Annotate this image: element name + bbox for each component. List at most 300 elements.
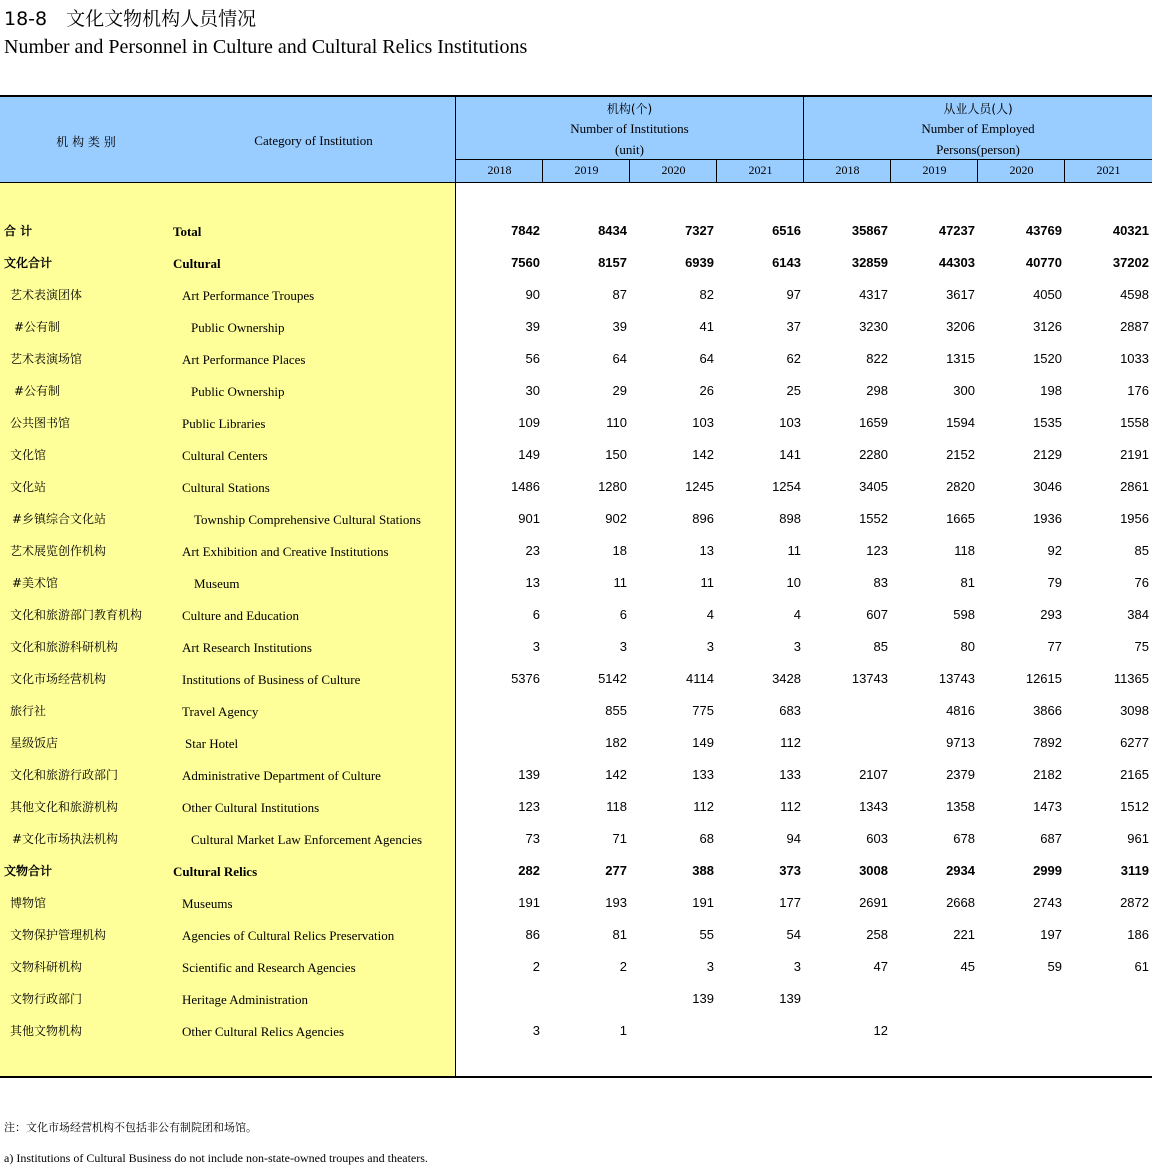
value-cell: 61 xyxy=(1134,959,1149,974)
value-cell: 1936 xyxy=(1033,511,1062,526)
row-label-cn: 文物保护管理机构 xyxy=(10,928,107,942)
value-cell: 1254 xyxy=(772,479,801,494)
value-cell: 388 xyxy=(692,863,714,878)
value-cell: 2999 xyxy=(1033,863,1062,878)
table-row xyxy=(0,663,1152,695)
value-cell: 10 xyxy=(786,575,801,590)
value-cell: 39 xyxy=(525,319,540,334)
value-cell: 384 xyxy=(1127,607,1149,622)
row-label-en: Scientific and Research Agencies xyxy=(182,960,356,975)
table-row xyxy=(0,439,1152,471)
value-cell: 85 xyxy=(873,639,888,654)
value-cell: 7327 xyxy=(685,223,714,238)
value-cell: 40321 xyxy=(1112,223,1149,238)
value-cell: 77 xyxy=(1047,639,1062,654)
value-cell: 603 xyxy=(866,831,888,846)
value-cell: 221 xyxy=(953,927,975,942)
value-cell: 2129 xyxy=(1033,447,1062,462)
row-label-en: Public Ownership xyxy=(191,384,285,399)
row-label-cn: 合 计 xyxy=(4,224,33,238)
value-cell: 12 xyxy=(873,1023,888,1038)
value-cell: 3 xyxy=(793,639,801,654)
value-cell: 1315 xyxy=(946,351,975,366)
value-cell: 118 xyxy=(606,799,627,814)
value-cell: 29 xyxy=(612,383,627,398)
row-label-cn: 博物馆 xyxy=(10,896,47,910)
value-cell: 258 xyxy=(866,927,888,942)
statistics-table xyxy=(0,95,1152,1079)
table-row xyxy=(0,727,1152,759)
value-cell: 123 xyxy=(518,799,540,814)
value-cell: 3230 xyxy=(859,319,888,334)
value-cell: 39 xyxy=(612,319,627,334)
value-cell: 43769 xyxy=(1025,223,1062,238)
value-cell: 6939 xyxy=(685,255,714,270)
value-cell: 300 xyxy=(953,383,975,398)
value-cell: 282 xyxy=(518,863,540,878)
value-cell: 193 xyxy=(605,895,627,910)
value-cell: 598 xyxy=(953,607,975,622)
value-cell: 2668 xyxy=(946,895,975,910)
row-label-cn: 文物合计 xyxy=(4,864,53,878)
header-divider xyxy=(977,159,978,182)
row-label-en: Other Cultural Institutions xyxy=(182,800,320,815)
value-cell: 1033 xyxy=(1120,351,1149,366)
value-cell: 64 xyxy=(612,351,627,366)
value-cell: 607 xyxy=(866,607,888,622)
header-divider xyxy=(890,159,891,182)
value-cell: 3 xyxy=(532,1023,540,1038)
row-label-en: Cultural Relics xyxy=(173,864,258,879)
value-cell: 3046 xyxy=(1033,479,1062,494)
value-cell: 3 xyxy=(706,639,714,654)
row-label-en: Public Libraries xyxy=(182,416,266,431)
value-cell: 2743 xyxy=(1033,895,1062,910)
value-cell: 71 xyxy=(612,831,627,846)
table-row xyxy=(0,695,1152,727)
year-header: 2020 xyxy=(661,163,686,177)
value-cell: 3119 xyxy=(1120,863,1149,878)
table-row xyxy=(0,311,1152,343)
value-cell: 3405 xyxy=(859,479,888,494)
row-label-cn: #公有制 xyxy=(14,320,61,334)
value-cell: 1 xyxy=(619,1023,627,1038)
table-row xyxy=(0,791,1152,823)
value-cell: 30 xyxy=(525,383,540,398)
value-cell: 4317 xyxy=(859,287,888,302)
value-cell: 7892 xyxy=(1033,735,1062,750)
row-label-cn: 文化和旅游科研机构 xyxy=(10,640,119,654)
value-cell: 3098 xyxy=(1120,703,1149,718)
value-cell: 150 xyxy=(605,447,627,462)
row-label-en: Administrative Department of Culture xyxy=(182,768,381,783)
value-cell: 191 xyxy=(518,895,540,910)
header-divider xyxy=(1064,159,1065,182)
value-cell: 68 xyxy=(699,831,714,846)
value-cell: 2 xyxy=(619,959,627,974)
table-row xyxy=(0,375,1152,407)
row-label-en: Total xyxy=(173,224,202,239)
value-cell: 2691 xyxy=(859,895,888,910)
header-divider xyxy=(542,159,543,182)
row-label-en: Agencies of Cultural Relics Preservation xyxy=(182,928,395,943)
table-bottom-rule xyxy=(0,1076,1152,1078)
row-label-en: Star Hotel xyxy=(185,736,239,751)
value-cell: 2107 xyxy=(859,767,888,782)
value-cell: 13743 xyxy=(938,671,975,686)
year-header: 2019 xyxy=(922,163,947,177)
row-label-en: Museums xyxy=(182,896,233,911)
value-cell: 85 xyxy=(1134,543,1149,558)
value-cell: 141 xyxy=(779,447,801,462)
value-cell: 5376 xyxy=(511,671,540,686)
value-cell: 5142 xyxy=(598,671,627,686)
value-cell: 901 xyxy=(518,511,540,526)
value-cell: 81 xyxy=(960,575,975,590)
table-row xyxy=(0,407,1152,439)
value-cell: 12615 xyxy=(1025,671,1062,686)
row-label-cn: 旅行社 xyxy=(10,704,47,718)
row-label-en: Art Performance Places xyxy=(182,352,306,367)
value-cell: 40770 xyxy=(1025,255,1062,270)
value-cell: 1956 xyxy=(1120,511,1149,526)
table-row xyxy=(0,599,1152,631)
value-cell: 94 xyxy=(786,831,801,846)
value-cell: 11 xyxy=(613,575,627,590)
value-cell: 298 xyxy=(866,383,888,398)
value-cell: 139 xyxy=(692,991,714,1006)
header-institutions-cn: 机构(个) xyxy=(606,102,653,116)
value-cell: 35867 xyxy=(851,223,888,238)
value-cell: 75 xyxy=(1134,639,1149,654)
header-institutions-en: Number of Institutions xyxy=(570,121,689,136)
value-cell: 775 xyxy=(692,703,714,718)
header-subdivider xyxy=(456,159,1152,160)
value-cell: 112 xyxy=(780,735,801,750)
value-cell: 678 xyxy=(953,831,975,846)
table-row xyxy=(0,343,1152,375)
header-institutions-unit: (unit) xyxy=(615,142,644,157)
value-cell: 2191 xyxy=(1120,447,1149,462)
value-cell: 11 xyxy=(787,543,801,558)
row-label-cn: 艺术表演场馆 xyxy=(10,352,83,366)
value-cell: 73 xyxy=(525,831,540,846)
row-label-en: Cultural Market Law Enforcement Agencies xyxy=(191,832,423,847)
row-label-cn: 文化馆 xyxy=(10,448,47,462)
table-row xyxy=(0,1015,1152,1047)
row-label-cn: #美术馆 xyxy=(12,576,59,590)
value-cell: 822 xyxy=(866,351,888,366)
row-label-cn: 文物行政部门 xyxy=(10,992,83,1006)
value-cell: 2165 xyxy=(1120,767,1149,782)
value-cell: 6143 xyxy=(772,255,801,270)
footnote-cn: 注：文化市场经营机构不包括非公有制院团和场馆。 xyxy=(4,1121,257,1134)
value-cell: 103 xyxy=(692,415,714,430)
table-row xyxy=(0,503,1152,535)
value-cell: 2820 xyxy=(946,479,975,494)
value-cell: 109 xyxy=(518,415,540,430)
value-cell: 90 xyxy=(525,287,540,302)
value-cell: 47 xyxy=(873,959,888,974)
value-cell: 8434 xyxy=(598,223,627,238)
value-cell: 26 xyxy=(699,383,714,398)
value-cell: 37202 xyxy=(1112,255,1149,270)
value-cell: 110 xyxy=(606,415,627,430)
table-row xyxy=(0,887,1152,919)
value-cell: 1552 xyxy=(859,511,888,526)
value-cell: 79 xyxy=(1047,575,1062,590)
table-row xyxy=(0,823,1152,855)
row-label-en: Cultural Stations xyxy=(182,480,270,495)
value-cell: 92 xyxy=(1047,543,1062,558)
value-cell: 112 xyxy=(693,799,714,814)
value-cell: 81 xyxy=(612,927,627,942)
header-employed-unit: Persons(person) xyxy=(936,142,1020,157)
row-label-cn: #公有制 xyxy=(14,384,61,398)
value-cell: 1535 xyxy=(1033,415,1062,430)
value-cell: 6 xyxy=(619,607,627,622)
value-cell: 82 xyxy=(699,287,714,302)
row-label-cn: 星级饭店 xyxy=(10,736,59,750)
value-cell: 902 xyxy=(605,511,627,526)
value-cell: 1594 xyxy=(946,415,975,430)
row-label-en: Cultural xyxy=(173,256,221,271)
value-cell: 149 xyxy=(518,447,540,462)
value-cell: 1343 xyxy=(859,799,888,814)
year-header: 2021 xyxy=(1096,163,1121,177)
value-cell: 1659 xyxy=(859,415,888,430)
table-row xyxy=(0,279,1152,311)
header-employed-cn: 从业人员(人) xyxy=(943,102,1013,116)
value-cell: 37 xyxy=(786,319,801,334)
row-label-cn: 文化站 xyxy=(10,480,47,494)
value-cell: 44303 xyxy=(938,255,975,270)
value-cell: 2152 xyxy=(946,447,975,462)
value-cell: 55 xyxy=(699,927,714,942)
value-cell: 855 xyxy=(605,703,627,718)
row-label-en: Heritage Administration xyxy=(182,992,309,1007)
value-cell: 687 xyxy=(1040,831,1062,846)
value-cell: 18 xyxy=(612,543,627,558)
value-cell: 13 xyxy=(525,575,540,590)
header-divider xyxy=(455,97,456,182)
header-category-cn: 机 构 类 别 xyxy=(56,135,116,149)
value-cell: 76 xyxy=(1134,575,1149,590)
value-cell: 197 xyxy=(1040,927,1062,942)
value-cell: 139 xyxy=(779,991,801,1006)
value-cell: 3206 xyxy=(946,319,975,334)
value-cell: 59 xyxy=(1047,959,1062,974)
value-cell: 23 xyxy=(525,543,540,558)
row-label-en: Art Performance Troupes xyxy=(182,288,315,303)
header-divider xyxy=(716,159,717,182)
value-cell: 142 xyxy=(692,447,714,462)
row-label-en: Art Research Institutions xyxy=(182,640,312,655)
year-header: 2018 xyxy=(487,163,512,177)
year-header: 2018 xyxy=(835,163,860,177)
value-cell: 4050 xyxy=(1033,287,1062,302)
table-row xyxy=(0,631,1152,663)
value-cell: 4114 xyxy=(686,671,714,686)
value-cell: 13743 xyxy=(851,671,888,686)
table-row xyxy=(0,983,1152,1015)
value-cell: 293 xyxy=(1040,607,1062,622)
value-cell: 32859 xyxy=(851,255,888,270)
value-cell: 3617 xyxy=(946,287,975,302)
value-cell: 4598 xyxy=(1120,287,1149,302)
value-cell: 3 xyxy=(793,959,801,974)
row-label-cn: 文化和旅游行政部门 xyxy=(10,768,119,782)
value-cell: 4 xyxy=(706,607,714,622)
value-cell: 11365 xyxy=(1113,671,1149,686)
value-cell: 13 xyxy=(699,543,714,558)
value-cell: 1486 xyxy=(511,479,540,494)
row-label-en: Cultural Centers xyxy=(182,448,268,463)
value-cell: 961 xyxy=(1127,831,1149,846)
value-cell: 186 xyxy=(1127,927,1149,942)
value-cell: 1358 xyxy=(946,799,975,814)
row-label-en: Public Ownership xyxy=(191,320,285,335)
value-cell: 2934 xyxy=(946,863,975,878)
value-cell: 1280 xyxy=(598,479,627,494)
value-cell: 7842 xyxy=(511,223,540,238)
value-cell: 64 xyxy=(699,351,714,366)
row-label-en: Museum xyxy=(194,576,240,591)
value-cell: 373 xyxy=(779,863,801,878)
row-label-cn: 其他文物机构 xyxy=(10,1024,83,1038)
value-cell: 7560 xyxy=(511,255,540,270)
value-cell: 177 xyxy=(779,895,801,910)
row-label-cn: 文物科研机构 xyxy=(10,960,83,974)
value-cell: 8157 xyxy=(598,255,627,270)
row-label-en: Culture and Education xyxy=(182,608,299,623)
value-cell: 45 xyxy=(960,959,975,974)
value-cell: 2872 xyxy=(1120,895,1149,910)
value-cell: 149 xyxy=(692,735,714,750)
value-cell: 3 xyxy=(706,959,714,974)
value-cell: 3126 xyxy=(1033,319,1062,334)
value-cell: 11 xyxy=(700,575,714,590)
table-title-en: Number and Personnel in Culture and Cultural Relics Institutions xyxy=(4,36,528,58)
value-cell: 41 xyxy=(699,319,714,334)
value-cell: 191 xyxy=(692,895,714,910)
value-cell: 87 xyxy=(612,287,627,302)
row-label-cn: 文化合计 xyxy=(4,256,53,270)
value-cell: 3866 xyxy=(1033,703,1062,718)
value-cell: 2 xyxy=(532,959,540,974)
value-cell: 112 xyxy=(780,799,801,814)
row-label-cn: 艺术表演团体 xyxy=(10,288,83,302)
value-cell: 6516 xyxy=(772,223,801,238)
value-cell: 3 xyxy=(532,639,540,654)
value-cell: 1558 xyxy=(1120,415,1149,430)
row-label-en: Township Comprehensive Cultural Stations xyxy=(194,512,421,527)
value-cell: 182 xyxy=(605,735,627,750)
row-label-cn: 艺术展览创作机构 xyxy=(10,544,107,558)
header-employed-en: Number of Employed xyxy=(921,121,1035,136)
value-cell: 25 xyxy=(786,383,801,398)
year-header: 2019 xyxy=(574,163,599,177)
table-row xyxy=(0,855,1152,887)
value-cell: 80 xyxy=(960,639,975,654)
value-cell: 133 xyxy=(779,767,801,782)
table-row xyxy=(0,919,1152,951)
value-cell: 898 xyxy=(779,511,801,526)
header-divider xyxy=(803,97,804,182)
table-row xyxy=(0,535,1152,567)
value-cell: 1473 xyxy=(1033,799,1062,814)
value-cell: 54 xyxy=(786,927,801,942)
header-divider xyxy=(629,159,630,182)
value-cell: 4816 xyxy=(946,703,975,718)
value-cell: 2182 xyxy=(1033,767,1062,782)
row-label-cn: 文化市场经营机构 xyxy=(10,672,107,686)
value-cell: 133 xyxy=(692,767,714,782)
row-label-cn: 其他文化和旅游机构 xyxy=(10,800,119,814)
value-cell: 1665 xyxy=(946,511,975,526)
table-row xyxy=(0,951,1152,983)
value-cell: 1245 xyxy=(685,479,714,494)
value-cell: 277 xyxy=(605,863,627,878)
value-cell: 3008 xyxy=(859,863,888,878)
value-cell: 139 xyxy=(518,767,540,782)
value-cell: 176 xyxy=(1127,383,1149,398)
row-label-cn: 公共图书馆 xyxy=(10,416,71,430)
value-cell: 2280 xyxy=(859,447,888,462)
row-label-en: Institutions of Business of Culture xyxy=(182,672,361,687)
table-row xyxy=(0,215,1152,247)
table-row xyxy=(0,471,1152,503)
row-label-cn: 文化和旅游部门教育机构 xyxy=(10,608,143,622)
row-label-cn: #乡镇综合文化站 xyxy=(12,512,107,526)
table-row xyxy=(0,247,1152,279)
value-cell: 118 xyxy=(954,543,975,558)
row-label-cn: #文化市场执法机构 xyxy=(12,832,119,846)
header-category-en: Category of Institution xyxy=(254,133,373,148)
value-cell: 47237 xyxy=(938,223,975,238)
row-label-en: Other Cultural Relics Agencies xyxy=(182,1024,345,1039)
value-cell: 896 xyxy=(692,511,714,526)
value-cell: 123 xyxy=(866,543,888,558)
value-cell: 6 xyxy=(532,607,540,622)
value-cell: 62 xyxy=(786,351,801,366)
value-cell: 198 xyxy=(1040,383,1062,398)
value-cell: 683 xyxy=(779,703,801,718)
value-cell: 6277 xyxy=(1120,735,1149,750)
value-cell: 2861 xyxy=(1120,479,1149,494)
table-row xyxy=(0,567,1152,599)
table-row xyxy=(0,759,1152,791)
value-cell: 103 xyxy=(779,415,801,430)
value-cell: 142 xyxy=(605,767,627,782)
year-header: 2021 xyxy=(748,163,773,177)
value-cell: 3428 xyxy=(772,671,801,686)
value-cell: 83 xyxy=(873,575,888,590)
value-cell: 1512 xyxy=(1120,799,1149,814)
table-title-cn: 18-8 文化文物机构人员情况 xyxy=(4,8,257,30)
year-header: 2020 xyxy=(1009,163,1034,177)
value-cell: 56 xyxy=(525,351,540,366)
row-label-en: Art Exhibition and Creative Institutions xyxy=(182,544,389,559)
value-cell: 2887 xyxy=(1120,319,1149,334)
value-cell: 97 xyxy=(786,287,801,302)
footnote-en: a) Institutions of Cultural Business do not include non-state-owned troupes and theaters. xyxy=(4,1151,428,1165)
row-label-en: Travel Agency xyxy=(182,704,259,719)
table-header xyxy=(0,97,1152,183)
value-cell: 86 xyxy=(525,927,540,942)
value-cell: 4 xyxy=(793,607,801,622)
value-cell: 3 xyxy=(619,639,627,654)
